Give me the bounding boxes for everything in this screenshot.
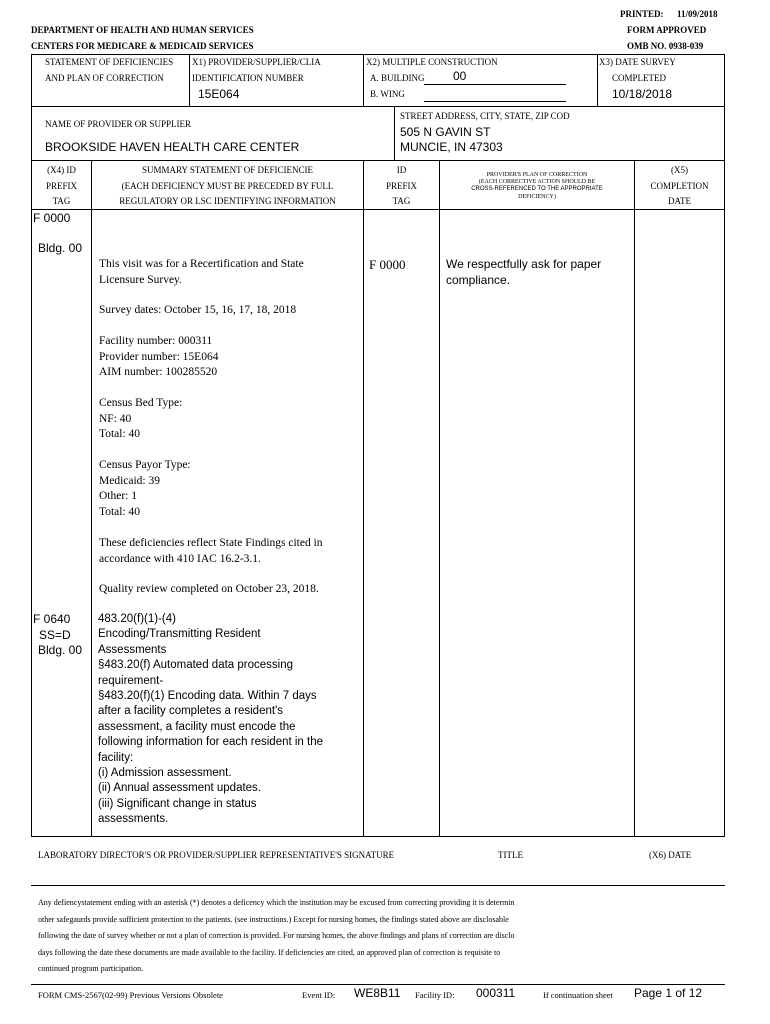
- summary-header-2: (EACH DEFICIENCY MUST BE PRECEDED BY FULL: [121, 181, 334, 191]
- reg-line: (i) Admission assessment.: [98, 767, 232, 780]
- payor-total: Total: 40: [99, 505, 141, 518]
- reg-line: §483.20(f) Automated data processing: [98, 659, 293, 672]
- reg-line: Encoding/Transmitting Resident: [98, 628, 261, 641]
- census-bed-label: Census Bed Type:: [99, 397, 183, 409]
- provider-id-value: 15E064: [198, 87, 240, 101]
- provider-name-value: BROOKSIDE HAVEN HEALTH CARE CENTER: [45, 140, 300, 154]
- form-number: FORM CMS-2567(02-99) Previous Versions Obsolete: [38, 990, 223, 1000]
- id-header-1: ID: [396, 165, 407, 175]
- state-findings: [99, 536, 323, 567]
- x5-header-1: (X5): [671, 165, 688, 175]
- census-bed-block: [99, 396, 182, 443]
- street-address: 505 N GAVIN ST: [400, 125, 491, 139]
- plan-response-line-2: compliance.: [446, 272, 511, 287]
- x5-header-3: DATE: [668, 196, 691, 206]
- regulation-text: [98, 612, 323, 828]
- visit-line-2: Licensure Survey.: [99, 273, 182, 286]
- event-id-value: WE8B11: [354, 986, 401, 1000]
- facility-number: Facility number: 000311: [99, 335, 213, 347]
- building-underline: [424, 84, 566, 85]
- building-tag: Bldg. 00: [38, 241, 83, 255]
- x4-header-3: TAG: [52, 196, 71, 206]
- summary-header-1: SUMMARY STATEMENT OF DEFICIENCIE: [141, 165, 314, 175]
- visit-line-1: This visit was for a Recertification and State: [99, 258, 304, 270]
- payor-medicaid: Medicaid: 39: [99, 474, 160, 487]
- id-header-2: PREFIX: [385, 181, 417, 191]
- date-survey-label-1: X3) DATE SURVEY: [599, 57, 676, 67]
- plan-response-line-1: We respectfully ask for paper: [446, 257, 602, 271]
- wing-underline: [424, 101, 566, 102]
- provider-id-label-1: X1) PROVIDER/SUPPLIER/CLIA: [192, 57, 321, 67]
- summary-header-3: REGULATORY OR LSC IDENTIFYING INFORMATION: [119, 196, 336, 206]
- centers-title: CENTERS FOR MEDICARE & MEDICAID SERVICES: [31, 41, 254, 51]
- omb-number: OMB NO. 0938-039: [627, 41, 704, 51]
- reg-line: 483.20(f)(1)-(4): [98, 613, 176, 625]
- state-findings-line-1: These deficiencies reflect State Findings cited in: [99, 537, 323, 549]
- census-nf: NF: 40: [99, 412, 132, 425]
- building-value: 00: [453, 69, 467, 83]
- address-label: STREET ADDRESS, CITY, STATE, ZIP COD: [400, 111, 570, 121]
- building-tag-2: Bldg. 00: [38, 643, 83, 657]
- state-findings-line-2: accordance with 410 IAC 16.2-3.1.: [99, 552, 261, 565]
- date-survey-label-2: COMPLETED: [612, 73, 666, 83]
- census-payor-block: [99, 458, 191, 520]
- provider-number: Provider number: 15E064: [99, 350, 219, 363]
- reg-line: requirement-: [98, 674, 164, 687]
- tag-f0640-block: [33, 612, 82, 659]
- wing-label: B. WING: [370, 89, 405, 99]
- page-number: Page 1 of 12: [634, 986, 703, 1000]
- reg-line: Assessments: [98, 643, 167, 656]
- date-survey-value: 10/18/2018: [612, 87, 673, 101]
- provider-id-label-2: IDENTIFICATION NUMBER: [192, 73, 304, 83]
- right-tag-f0000: F 0000: [369, 257, 406, 272]
- title-label: TITLE: [498, 850, 523, 860]
- aim-number: AIM number: 100285520: [99, 366, 218, 378]
- disclaimer-line: Any defiencystatement ending with an asterisk (*) denotes a deficency which the institution may be excused from correcting providing it is determin: [38, 898, 515, 907]
- department-title: DEPARTMENT OF HEALTH AND HUMAN SERVICES: [31, 25, 254, 35]
- visit-paragraph: [99, 257, 304, 288]
- disclaimer-line: continued program participation.: [38, 964, 144, 973]
- id-header-3: TAG: [392, 196, 411, 206]
- tag-f0000: F 0000: [33, 211, 71, 225]
- disclaimer-line: following the date of survey whether or not a plan of correction is provided. For nursing homes, the above findings and plans of correction are disclo: [38, 931, 515, 940]
- provider-name-label: NAME OF PROVIDER OR SUPPLIER: [45, 119, 192, 129]
- facility-id-label: Facility ID:: [415, 990, 455, 1000]
- plan-response: [446, 257, 601, 288]
- reg-line: after a facility completes a resident's: [98, 705, 283, 718]
- facility-info: [99, 334, 218, 381]
- plan-header-1: PROVIDER'S PLAN OF CORRECTION: [486, 172, 588, 178]
- payor-other: Other: 1: [99, 490, 138, 502]
- building-label: A. BUILDING: [370, 73, 425, 83]
- plan-header-3: CROSS-REFERENCED TO THE APPROPRIATE: [471, 186, 603, 192]
- printed-label: PRINTED:: [620, 9, 664, 19]
- census-bed-total: Total: 40: [99, 428, 141, 440]
- x4-header-1: (X4) ID: [47, 165, 76, 175]
- x6-date-label: (X6) DATE: [649, 850, 692, 860]
- form-approved: FORM APPROVED: [627, 25, 707, 35]
- disclaimer-line: days following the date these documents are made available to the facility. If deficiencies are cited, an approved plan of correction is requisite to: [38, 947, 501, 957]
- reg-line: following information for each resident in the: [98, 736, 324, 749]
- reg-line: facility:: [98, 751, 134, 764]
- reg-line: (iii) Significant change in status: [98, 797, 257, 810]
- continuation-label: If continuation sheet: [543, 990, 613, 1000]
- reg-line: assessment, a facility must encode the: [98, 720, 296, 733]
- reg-line: assessments.: [98, 813, 169, 826]
- reg-line: §483.20(f)(1) Encoding data. Within 7 days: [98, 690, 317, 703]
- survey-dates: Survey dates: October 15, 16, 17, 18, 2018: [99, 304, 297, 316]
- disclaimer-line: other safegaurds provide sufficient protection to the patients. (see instructions.) Except for nursing homes, the findings stated above are disclosable: [38, 914, 509, 924]
- census-payor-label: Census Payor Type:: [99, 459, 191, 471]
- facility-id-value: 000311: [476, 986, 516, 1000]
- printed-date: 11/09/2018: [677, 9, 718, 19]
- reg-line: (ii) Annual assessment updates.: [98, 782, 262, 795]
- event-id-label: Event ID:: [302, 990, 336, 1000]
- plan-header-2: (EACH CORRECTIVE ACTION SHOULD BE: [478, 179, 596, 185]
- tag-f0640: F 0640: [33, 612, 71, 626]
- disclaimer: [38, 895, 515, 978]
- scope-severity: SS=D: [39, 627, 71, 642]
- statement-label-1: STATEMENT OF DEFICIENCIES: [45, 57, 174, 67]
- city-state-zip: MUNCIE, IN 47303: [400, 140, 503, 154]
- quality-review: Quality review completed on October 23, 2018.: [99, 583, 319, 595]
- x4-header-2: PREFIX: [45, 181, 77, 191]
- statement-label-2: AND PLAN OF CORRECTION: [45, 73, 164, 83]
- signature-label: LABORATORY DIRECTOR'S OR PROVIDER/SUPPLIER REPRESENTATIVE'S SIGNATURE: [38, 850, 395, 860]
- multiple-construction-label: X2) MULTIPLE CONSTRUCTION: [366, 57, 498, 67]
- plan-header-4: DEFICIENCY): [518, 194, 556, 200]
- x5-header-2: COMPLETION: [650, 181, 709, 191]
